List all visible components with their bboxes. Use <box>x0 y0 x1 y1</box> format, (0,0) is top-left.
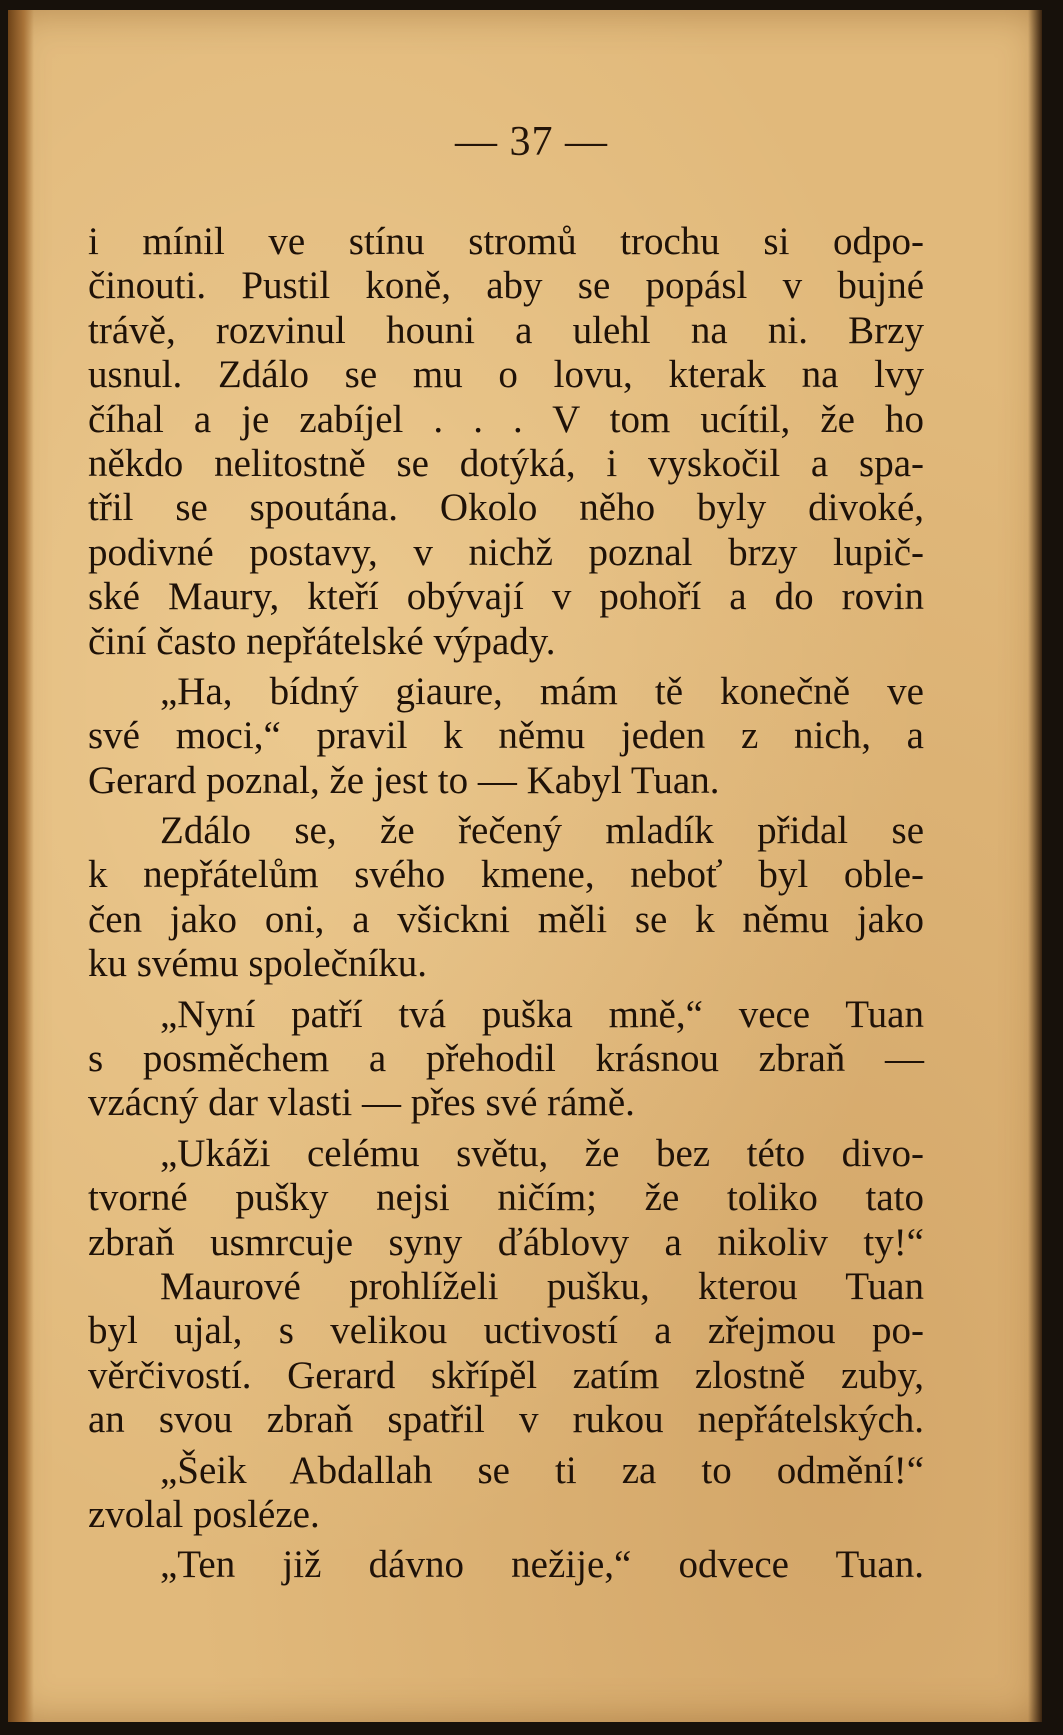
paragraph <box>88 670 924 803</box>
text-line: s posměchem a přehodil krásnou zbraň — <box>88 1037 924 1081</box>
text-line: zbraň usmrcuje syny ďáblovy a nikoliv ty!“ <box>88 1220 924 1264</box>
text-line: činouti. Pustil koně, aby se popásl v bujné <box>88 264 924 308</box>
text-line: podivné postavy, v nichž poznal brzy lupič- <box>88 530 924 574</box>
text-line: i mínil ve stínu stromů trochu si odpo- <box>88 220 924 263</box>
text-line: byl ujal, s velikou uctivostí a zřejmou po- <box>88 1309 924 1353</box>
text-line: „Ukáži celému světu, že bez této divo- <box>160 1131 924 1175</box>
paragraph <box>88 1449 924 1538</box>
paragraph <box>88 809 924 987</box>
text-line: vzácný dar vlasti — přes své rámě. <box>88 1081 635 1125</box>
paragraph <box>88 220 924 664</box>
text-line: někdo nelitostně se dotýká, i vyskočil a spa- <box>88 441 924 485</box>
text-line: „Nyní patří tvá puška mně,“ vece Tuan <box>160 992 924 1036</box>
text-line: usnul. Zdálo se mu o lovu, kterak na lvy <box>88 353 924 397</box>
text-line: číhal a je zabíjel . . . V tom ucítil, že ho <box>88 397 924 441</box>
text-line: Zdálo se, že řečený mladík přidal se <box>160 809 924 853</box>
text-line: činí často nepřátelské výpady. <box>88 619 556 663</box>
page-edge-shadow <box>1028 10 1042 1722</box>
text-line: ku svému společníku. <box>88 942 428 986</box>
binding-gutter <box>8 10 34 1722</box>
text-line: ské Maury, kteří obývají v pohoří a do rovin <box>88 575 924 619</box>
text-line: tvorné pušky nejsi ničím; že toliko tato <box>88 1176 924 1220</box>
paragraph <box>88 1543 924 1587</box>
text-line: své moci,“ pravil k němu jeden z nich, a <box>88 714 924 758</box>
text-line: trávě, rozvinul houni a ulehl na ni. Brzy <box>88 308 924 352</box>
text-line: věrčivostí. Gerard skřípěl zatím zlostně zuby, <box>88 1353 924 1397</box>
text-line: zvolal posléze. <box>88 1492 320 1536</box>
text-line: „Šeik Abdallah se ti za to odmění!“ <box>160 1448 924 1492</box>
paragraph <box>88 1132 924 1443</box>
text-line: „Ha, bídný giaure, mám tě konečně ve <box>160 669 924 713</box>
text-line: k nepřátelům svého kmene, neboť byl oble- <box>88 853 924 897</box>
text-line: an svou zbraň spatřil v rukou nepřátelských. <box>88 1398 924 1442</box>
page-number: — 37 — <box>455 119 608 165</box>
text-line: Gerard poznal, že jest to — Kabyl Tuan. <box>88 758 720 802</box>
text-line: čen jako oni, a všickni měli se k němu jako <box>88 897 924 941</box>
body-text <box>88 220 924 1588</box>
text-line: třil se spoutána. Okolo něho byly divoké, <box>88 486 924 530</box>
text-line: „Ten již dávno nežije,“ odvece Tuan. <box>160 1543 924 1587</box>
text-line: Maurové prohlíželi pušku, kterou Tuan <box>160 1264 924 1308</box>
paragraph <box>88 993 924 1126</box>
